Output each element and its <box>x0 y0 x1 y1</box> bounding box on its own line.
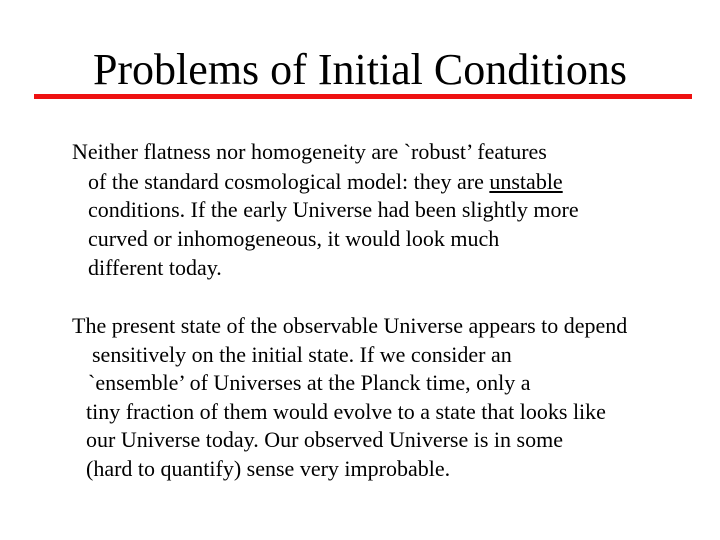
title-underline <box>34 94 692 99</box>
paragraph2-line-2: sensitively on the initial state. If we consider an <box>92 342 512 367</box>
paragraph1-line-1: Neither flatness nor homogeneity are `robust’ features <box>72 139 547 164</box>
slide-title: Problems of Initial Conditions <box>92 45 628 94</box>
paragraph2-line-3: `ensemble’ of Universes at the Planck time, only a <box>88 370 531 395</box>
paragraph1-line-2 <box>88 170 563 194</box>
paragraph1-line-5: different today. <box>88 255 222 280</box>
paragraph2-line-1: The present state of the observable Universe appears to depend <box>72 313 628 338</box>
paragraph2-line-6: (hard to quantify) sense very improbable. <box>86 456 451 481</box>
paragraph1-line-3: conditions. If the early Universe had been slightly more <box>88 197 579 222</box>
paragraph1-line-2-text: of the standard cosmological model: they are <box>88 169 484 194</box>
unstable-emphasis: unstable <box>489 169 563 194</box>
paragraph1-line-4: curved or inhomogeneous, it would look much <box>88 226 500 251</box>
paragraph2-line-5: our Universe today. Our observed Universe is in some <box>86 427 563 452</box>
paragraph2-line-4: tiny fraction of them would evolve to a state that looks like <box>86 399 606 424</box>
